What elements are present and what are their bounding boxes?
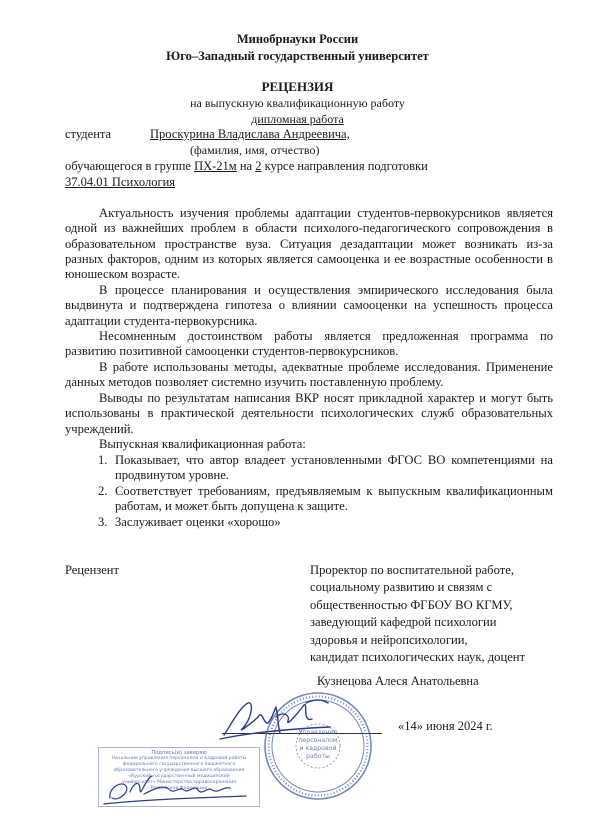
direction: 37.04.01 Психология bbox=[65, 175, 176, 189]
group-line: обучающегося в группе ПХ-21м на 2 курсе направления подготовки bbox=[65, 159, 428, 173]
reviewer-position: Проректор по воспитательной работе, социальному развитию и связям с общественностью ФГБОУ ВО КГМУ, заведующий кафедрой психологии здоровья и нейропсихологии, кандидат психологических наук, доцент bbox=[310, 563, 526, 665]
certifier-signature bbox=[100, 768, 250, 810]
stamp-center-line: и кадровой bbox=[299, 745, 337, 752]
document-title: РЕЦЕНЗИЯ bbox=[261, 79, 334, 94]
course-number: 2 bbox=[255, 159, 262, 173]
university-name: Юго–Западный государственный университет bbox=[166, 49, 429, 63]
review-date: «14» июня 2024 г. bbox=[398, 719, 493, 733]
list-intro: Выпускная квалификационная работа: bbox=[99, 437, 306, 451]
paragraph-hypothesis: В процессе планирования и осуществления эмпирического исследования была выдвинута и подтверждена гипотеза о влиянии самооценки на успешность процесса адаптации студента-первокурсника. bbox=[65, 283, 553, 328]
paragraph-methods: В работе использованы методы, адекватные проблеме исследования. Применение данных методов позволяет системно изучить поставленную проблему. bbox=[65, 360, 553, 390]
name-caption: (фамилия, имя, отчество) bbox=[190, 143, 320, 157]
reviewer-signature bbox=[218, 693, 333, 748]
paragraph-relevance: Актуальность изучения проблемы адаптации студентов-первокурсников является одной из важнейших проблем в области психолого-педагогического сопровождения в образовательном пространстве вуза. Ситуация дезадаптации может возникать из-за разных факторов, одним из которых является самооценка и ее возрастные особенности в юношеском возрасте. bbox=[65, 206, 553, 282]
ministry-name: Минобрнауки России bbox=[236, 32, 359, 46]
student-name: Проскурина Владислава Андреевича, bbox=[150, 127, 350, 141]
list-item: 1. Показывает, что автор владеет установленными ФГОС ВО компетенциями на продвинутом уровне. bbox=[98, 453, 553, 483]
paragraph-conclusions: Выводы по результатам написания ВКР носят прикладной характер и могут быть использованы в практической деятельности психологических служб образовательных учреждений. bbox=[65, 391, 553, 436]
list-item: 2. Соответствует требованиям, предъявляемым к выпускным квалификационным работам, и может быть допущена к защите. bbox=[98, 484, 553, 514]
reviewer-name: Кузнецова Алеся Анатольевна bbox=[317, 674, 479, 688]
reviewer-label: Рецензент bbox=[65, 563, 119, 577]
list-item: 3. Заслуживает оценки «хорошо» bbox=[98, 515, 281, 529]
document-subtitle: на выпускную квалификационную работу bbox=[190, 96, 405, 110]
certify-stamp: Подпись(и) заверяю Начальник управления персоналом и кадровой работы федерального государственного бюджетного образовательного учреждения высшего образования «Курский государственный медицинский университет» Министерства здравоохранения Российской Федерации bbox=[98, 747, 260, 807]
work-type: дипломная работа bbox=[251, 112, 344, 126]
student-label: студента bbox=[65, 127, 112, 141]
stamp-center-line: Управление bbox=[298, 729, 338, 736]
group-code: ПХ-21м bbox=[194, 159, 237, 173]
paragraph-merit: Несомненным достоинством работы является предложенная программа по развитию позитивной самооценки студентов-первокурсников. bbox=[65, 329, 553, 359]
stamp-center-line: работы bbox=[306, 753, 330, 760]
stamp-center-line: персоналом bbox=[298, 737, 338, 744]
